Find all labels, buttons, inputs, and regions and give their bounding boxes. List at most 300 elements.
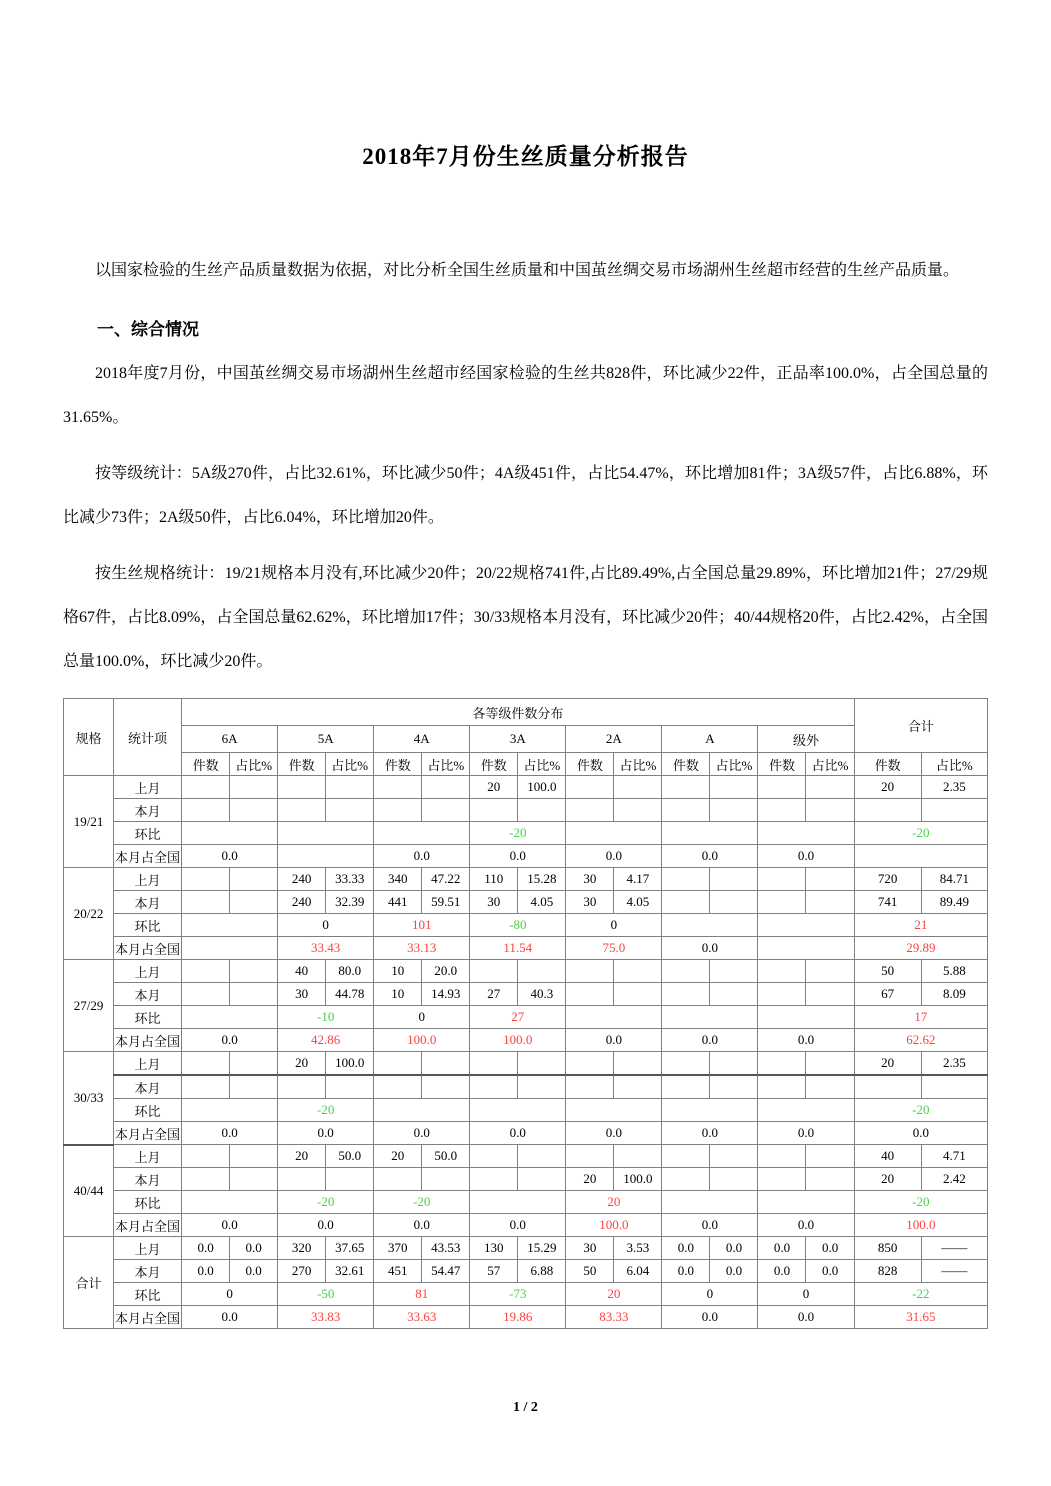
count-cell: 0.0 [182, 1260, 230, 1283]
section-heading: 一、综合情况 [97, 320, 199, 339]
count-cell [182, 1145, 230, 1168]
header-count: 件数 [182, 753, 230, 776]
count-cell: 30 [566, 1237, 614, 1260]
mom-change-cell: -20 [470, 822, 566, 845]
row-label-cell: 环比 [114, 822, 182, 845]
mom-change-cell [662, 1191, 758, 1214]
row-label-cell: 环比 [114, 1191, 182, 1214]
mom-change-cell-total: -20 [854, 1191, 987, 1214]
national-share-cell: 75.0 [566, 937, 662, 960]
national-share-cell: 0.0 [758, 1214, 854, 1237]
pct-cell [806, 776, 854, 799]
mom-change-cell [374, 822, 470, 845]
pct-cell [230, 1168, 278, 1191]
national-share-cell: 100.0 [374, 1029, 470, 1052]
national-share-cell: 0.0 [374, 1122, 470, 1145]
count-cell [662, 1052, 710, 1076]
pct-cell: 40.3 [518, 983, 566, 1006]
table-row [64, 914, 988, 937]
total-count-cell: 40 [854, 1145, 921, 1168]
national-share-cell-total: 62.62 [854, 1029, 987, 1052]
pct-cell: 44.78 [326, 983, 374, 1006]
pct-cell: 33.33 [326, 868, 374, 891]
mom-change-cell [566, 1099, 662, 1122]
count-cell [758, 1075, 806, 1099]
pct-cell: 80.0 [326, 960, 374, 983]
national-share-cell-total [854, 845, 987, 868]
national-share-cell: 0.0 [662, 1122, 758, 1145]
pct-cell: 32.61 [326, 1260, 374, 1283]
count-cell: 441 [374, 891, 422, 914]
mom-change-cell [182, 1006, 278, 1029]
pct-cell [230, 776, 278, 799]
count-cell: 30 [566, 868, 614, 891]
pct-cell [614, 1052, 662, 1076]
count-cell [182, 1052, 230, 1076]
national-share-cell: 19.86 [470, 1306, 566, 1329]
count-cell [758, 983, 806, 1006]
row-label-cell: 本月占全国 [114, 1122, 182, 1145]
count-cell [182, 799, 230, 822]
row-label-cell: 本月 [114, 983, 182, 1006]
table-row [64, 868, 988, 891]
count-cell [566, 960, 614, 983]
pct-cell [806, 1052, 854, 1076]
count-cell: 27 [470, 983, 518, 1006]
national-share-cell-total: 100.0 [854, 1214, 987, 1237]
count-cell: 20 [566, 1168, 614, 1191]
total-count-cell: 720 [854, 868, 921, 891]
header-grade: 3A [470, 726, 566, 753]
mom-change-cell [662, 914, 758, 937]
header-grade: 2A [566, 726, 662, 753]
national-share-cell: 0.0 [758, 1122, 854, 1145]
national-share-cell-total: 29.89 [854, 937, 987, 960]
header-spec: 规格 [64, 699, 114, 776]
mom-change-cell [758, 1099, 854, 1122]
row-label-cell: 本月占全国 [114, 1214, 182, 1237]
national-share-cell: 0.0 [662, 1029, 758, 1052]
total-count-cell [854, 799, 921, 822]
count-cell [182, 891, 230, 914]
count-cell [374, 1052, 422, 1076]
header-count: 件数 [374, 753, 422, 776]
row-label-cell: 环比 [114, 914, 182, 937]
pct-cell: 15.29 [518, 1237, 566, 1260]
mom-change-cell: 20 [566, 1191, 662, 1214]
table-row [64, 1029, 988, 1052]
pct-cell: 0.0 [230, 1260, 278, 1283]
table-row [64, 1260, 988, 1283]
pct-cell [230, 891, 278, 914]
row-label-cell: 本月占全国 [114, 1029, 182, 1052]
pct-cell [806, 960, 854, 983]
table-row [64, 960, 988, 983]
mom-change-cell: 81 [374, 1283, 470, 1306]
count-cell: 0.0 [662, 1260, 710, 1283]
count-cell: 20 [278, 1145, 326, 1168]
count-cell [758, 868, 806, 891]
header-pct: 占比% [518, 753, 566, 776]
spec-cell: 20/22 [64, 868, 114, 960]
mom-change-cell: 0 [566, 914, 662, 937]
mom-change-cell: 101 [374, 914, 470, 937]
count-cell [374, 1075, 422, 1099]
pct-cell [806, 983, 854, 1006]
total-pct-cell: —— [921, 1237, 987, 1260]
count-cell: 320 [278, 1237, 326, 1260]
national-share-cell: 0.0 [182, 1122, 278, 1145]
count-cell [470, 1168, 518, 1191]
total-pct-cell: 2.42 [921, 1168, 987, 1191]
mom-change-cell: -20 [278, 1099, 374, 1122]
pct-cell [230, 799, 278, 822]
table-row [64, 799, 988, 822]
row-label-cell: 上月 [114, 960, 182, 983]
row-label-cell: 上月 [114, 868, 182, 891]
count-cell [182, 960, 230, 983]
mom-change-cell [758, 914, 854, 937]
mom-change-cell [182, 822, 278, 845]
row-label-cell: 环比 [114, 1099, 182, 1122]
header-grade: 4A [374, 726, 470, 753]
mom-change-cell [182, 914, 278, 937]
spec-cell: 30/33 [64, 1052, 114, 1145]
count-cell [470, 1145, 518, 1168]
header-count: 件数 [662, 753, 710, 776]
national-share-cell: 0.0 [470, 1214, 566, 1237]
header-pct: 占比% [710, 753, 758, 776]
row-label-cell: 本月 [114, 891, 182, 914]
header-pct: 占比% [806, 753, 854, 776]
pct-cell [806, 1168, 854, 1191]
pct-cell [710, 983, 758, 1006]
count-cell [662, 891, 710, 914]
pct-cell [614, 983, 662, 1006]
pct-cell: 50.0 [422, 1145, 470, 1168]
count-cell [374, 799, 422, 822]
table-row [64, 937, 988, 960]
count-cell [662, 960, 710, 983]
total-pct-cell: 4.71 [921, 1145, 987, 1168]
header-pct: 占比% [230, 753, 278, 776]
count-cell [566, 799, 614, 822]
total-count-cell [854, 1075, 921, 1099]
count-cell [566, 1075, 614, 1099]
national-share-cell: 42.86 [278, 1029, 374, 1052]
pct-cell: 100.0 [518, 776, 566, 799]
intro-paragraph: 以国家检验的生丝产品质量数据为依据，对比分析全国生丝质量和中国茧丝绸交易市场湖州生丝超市经营的生丝产品质量。 [95, 262, 960, 279]
total-pct-cell: 8.09 [921, 983, 987, 1006]
pct-cell [422, 1052, 470, 1076]
count-cell: 20 [278, 1052, 326, 1076]
table-row [64, 1214, 988, 1237]
mom-change-cell: -20 [278, 1191, 374, 1214]
count-cell [566, 776, 614, 799]
mom-change-cell: 27 [470, 1006, 566, 1029]
mom-change-cell: -73 [470, 1283, 566, 1306]
count-cell [182, 776, 230, 799]
mom-change-cell [470, 1191, 566, 1214]
mom-change-cell [182, 1099, 278, 1122]
count-cell [662, 1075, 710, 1099]
header-grade: 6A [182, 726, 278, 753]
count-cell [662, 983, 710, 1006]
count-cell [278, 799, 326, 822]
table-row [64, 1306, 988, 1329]
table-row [64, 1099, 988, 1122]
header-count: 件数 [470, 753, 518, 776]
count-cell [758, 960, 806, 983]
mom-change-cell [758, 822, 854, 845]
pct-cell: 14.93 [422, 983, 470, 1006]
row-label-cell: 本月 [114, 1260, 182, 1283]
pct-cell: 0.0 [710, 1260, 758, 1283]
count-cell: 30 [566, 891, 614, 914]
pct-cell [326, 1168, 374, 1191]
total-count-cell: 828 [854, 1260, 921, 1283]
mom-change-cell: 0 [662, 1283, 758, 1306]
pct-cell [806, 891, 854, 914]
total-pct-cell: 2.35 [921, 776, 987, 799]
count-cell [278, 1168, 326, 1191]
row-label-cell: 上月 [114, 1237, 182, 1260]
mom-change-cell: -10 [278, 1006, 374, 1029]
pct-cell: 4.05 [614, 891, 662, 914]
count-cell: 10 [374, 960, 422, 983]
national-share-cell: 0.0 [566, 1029, 662, 1052]
count-cell [470, 1075, 518, 1099]
pct-cell: 32.39 [326, 891, 374, 914]
pct-cell: 15.28 [518, 868, 566, 891]
national-share-cell: 0.0 [470, 845, 566, 868]
total-count-cell: 850 [854, 1237, 921, 1260]
national-share-cell: 0.0 [182, 1029, 278, 1052]
national-share-cell: 0.0 [182, 1214, 278, 1237]
spec-cell: 合计 [64, 1237, 114, 1329]
table-row [64, 1283, 988, 1306]
pct-cell [710, 868, 758, 891]
mom-change-cell [758, 1006, 854, 1029]
pct-cell [326, 1075, 374, 1099]
pct-cell [230, 868, 278, 891]
pct-cell: 20.0 [422, 960, 470, 983]
table-row [64, 776, 988, 799]
pct-cell [806, 868, 854, 891]
pct-cell [230, 983, 278, 1006]
pct-cell [806, 1145, 854, 1168]
mom-change-cell [662, 1006, 758, 1029]
count-cell: 340 [374, 868, 422, 891]
pct-cell [422, 1075, 470, 1099]
pct-cell [230, 960, 278, 983]
national-share-cell: 0.0 [566, 845, 662, 868]
pct-cell: 0.0 [806, 1237, 854, 1260]
count-cell [182, 983, 230, 1006]
pct-cell [710, 776, 758, 799]
mom-change-cell-total: 17 [854, 1006, 987, 1029]
header-count: 件数 [566, 753, 614, 776]
count-cell [566, 1052, 614, 1076]
spec-cell: 19/21 [64, 776, 114, 868]
row-label-cell: 上月 [114, 1052, 182, 1076]
header-grade: 5A [278, 726, 374, 753]
national-share-cell: 100.0 [470, 1029, 566, 1052]
count-cell: 40 [278, 960, 326, 983]
header-count: 件数 [278, 753, 326, 776]
national-share-cell: 0.0 [182, 1306, 278, 1329]
mom-change-cell: 0 [278, 914, 374, 937]
pct-cell [326, 799, 374, 822]
count-cell [758, 799, 806, 822]
total-pct-cell: 89.49 [921, 891, 987, 914]
mom-change-cell [566, 1006, 662, 1029]
pct-cell: 0.0 [806, 1260, 854, 1283]
count-cell [278, 1075, 326, 1099]
total-pct-cell: 5.88 [921, 960, 987, 983]
national-share-cell: 0.0 [758, 845, 854, 868]
pct-cell: 50.0 [326, 1145, 374, 1168]
mom-change-cell-total: -22 [854, 1283, 987, 1306]
pct-cell [518, 960, 566, 983]
pct-cell [806, 799, 854, 822]
pct-cell [518, 1168, 566, 1191]
count-cell [662, 1168, 710, 1191]
pct-cell: 3.53 [614, 1237, 662, 1260]
total-count-cell: 20 [854, 1168, 921, 1191]
table-row [64, 1168, 988, 1191]
pct-cell [710, 1168, 758, 1191]
mom-change-cell [566, 822, 662, 845]
count-cell [662, 799, 710, 822]
count-cell [374, 1168, 422, 1191]
national-share-cell: 0.0 [758, 1306, 854, 1329]
grade-stats-paragraph: 按等级统计：5A级270件，占比32.61%，环比减少50件；4A级451件，占比54.47%，环比增加81件；3A级57件，占比6.88%，环比减少73件；2A级50件，占比6.04%，环比增加20件。 [63, 465, 988, 526]
header-pct: 占比% [921, 753, 987, 776]
national-share-cell: 33.83 [278, 1306, 374, 1329]
pct-cell: 4.17 [614, 868, 662, 891]
national-share-cell: 0.0 [758, 1029, 854, 1052]
mom-change-cell: -50 [278, 1283, 374, 1306]
national-share-cell: 0.0 [374, 1214, 470, 1237]
count-cell [758, 1145, 806, 1168]
pct-cell [422, 1168, 470, 1191]
total-count-cell: 20 [854, 1052, 921, 1076]
row-label-cell: 上月 [114, 776, 182, 799]
national-share-cell [182, 937, 278, 960]
national-share-cell: 0.0 [662, 1214, 758, 1237]
pct-cell [710, 799, 758, 822]
pct-cell: 100.0 [614, 1168, 662, 1191]
count-cell [566, 983, 614, 1006]
count-cell [182, 1075, 230, 1099]
national-share-cell: 83.33 [566, 1306, 662, 1329]
count-cell [374, 776, 422, 799]
header-count: 件数 [758, 753, 806, 776]
count-cell [182, 868, 230, 891]
pct-cell [422, 799, 470, 822]
national-share-cell: 0.0 [662, 937, 758, 960]
table-row [64, 1075, 988, 1099]
count-cell: 57 [470, 1260, 518, 1283]
pct-cell [422, 776, 470, 799]
mom-change-cell [374, 1099, 470, 1122]
pct-cell [326, 776, 374, 799]
count-cell: 270 [278, 1260, 326, 1283]
count-cell [278, 776, 326, 799]
total-pct-cell [921, 1075, 987, 1099]
count-cell: 240 [278, 891, 326, 914]
count-cell [182, 1168, 230, 1191]
pct-cell [710, 1052, 758, 1076]
mom-change-cell [278, 822, 374, 845]
count-cell: 110 [470, 868, 518, 891]
count-cell: 240 [278, 868, 326, 891]
header-count: 件数 [854, 753, 921, 776]
count-cell: 20 [470, 776, 518, 799]
pct-cell [518, 1052, 566, 1076]
pct-cell: 0.0 [230, 1237, 278, 1260]
count-cell [470, 960, 518, 983]
table-row [64, 1191, 988, 1214]
pct-cell [806, 1075, 854, 1099]
pct-cell: 37.65 [326, 1237, 374, 1260]
pct-cell: 4.05 [518, 891, 566, 914]
table-row [64, 1122, 988, 1145]
count-cell [758, 1052, 806, 1076]
table-row [64, 891, 988, 914]
pct-cell [710, 891, 758, 914]
count-cell: 10 [374, 983, 422, 1006]
total-count-cell: 67 [854, 983, 921, 1006]
mom-change-cell [182, 1191, 278, 1214]
header-pct: 占比% [326, 753, 374, 776]
pct-cell [614, 1075, 662, 1099]
header-pct: 占比% [614, 753, 662, 776]
pct-cell [614, 960, 662, 983]
document-title: 2018年7月份生丝质量分析报告 [362, 144, 689, 169]
pct-cell [230, 1052, 278, 1076]
national-share-cell: 0.0 [566, 1122, 662, 1145]
count-cell [566, 1145, 614, 1168]
pct-cell [710, 1075, 758, 1099]
spec-cell: 27/29 [64, 960, 114, 1052]
spec-stats-paragraph: 按生丝规格统计：19/21规格本月没有,环比减少20件；20/22规格741件,占比89.49%,占全国总量29.89%，环比增加21件；27/29规格67件，占比8.09%，占全国总量62.62%，环比增加17件；30/33规格本月没有，环比减少20件；40/44规格20件，占比2.42%，占全国总量100.0%，环比减少20件。 [63, 565, 988, 670]
pct-cell: 0.0 [710, 1237, 758, 1260]
pct-cell: 43.53 [422, 1237, 470, 1260]
page-number: 1 / 2 [513, 1400, 538, 1415]
total-count-cell: 20 [854, 776, 921, 799]
count-cell: 370 [374, 1237, 422, 1260]
quality-table [63, 698, 988, 1329]
mom-change-cell-total: -20 [854, 1099, 987, 1122]
pct-cell [518, 799, 566, 822]
count-cell: 20 [374, 1145, 422, 1168]
count-cell [470, 799, 518, 822]
mom-change-cell [662, 1099, 758, 1122]
row-label-cell: 本月 [114, 799, 182, 822]
total-pct-cell: —— [921, 1260, 987, 1283]
national-share-cell: 11.54 [470, 937, 566, 960]
header-grade: 级外 [758, 726, 854, 753]
mom-change-cell-total: -20 [854, 822, 987, 845]
pct-cell: 6.04 [614, 1260, 662, 1283]
national-share-cell [758, 937, 854, 960]
pct-cell: 59.51 [422, 891, 470, 914]
total-pct-cell: 84.71 [921, 868, 987, 891]
total-pct-cell [921, 799, 987, 822]
table-row [64, 1145, 988, 1168]
